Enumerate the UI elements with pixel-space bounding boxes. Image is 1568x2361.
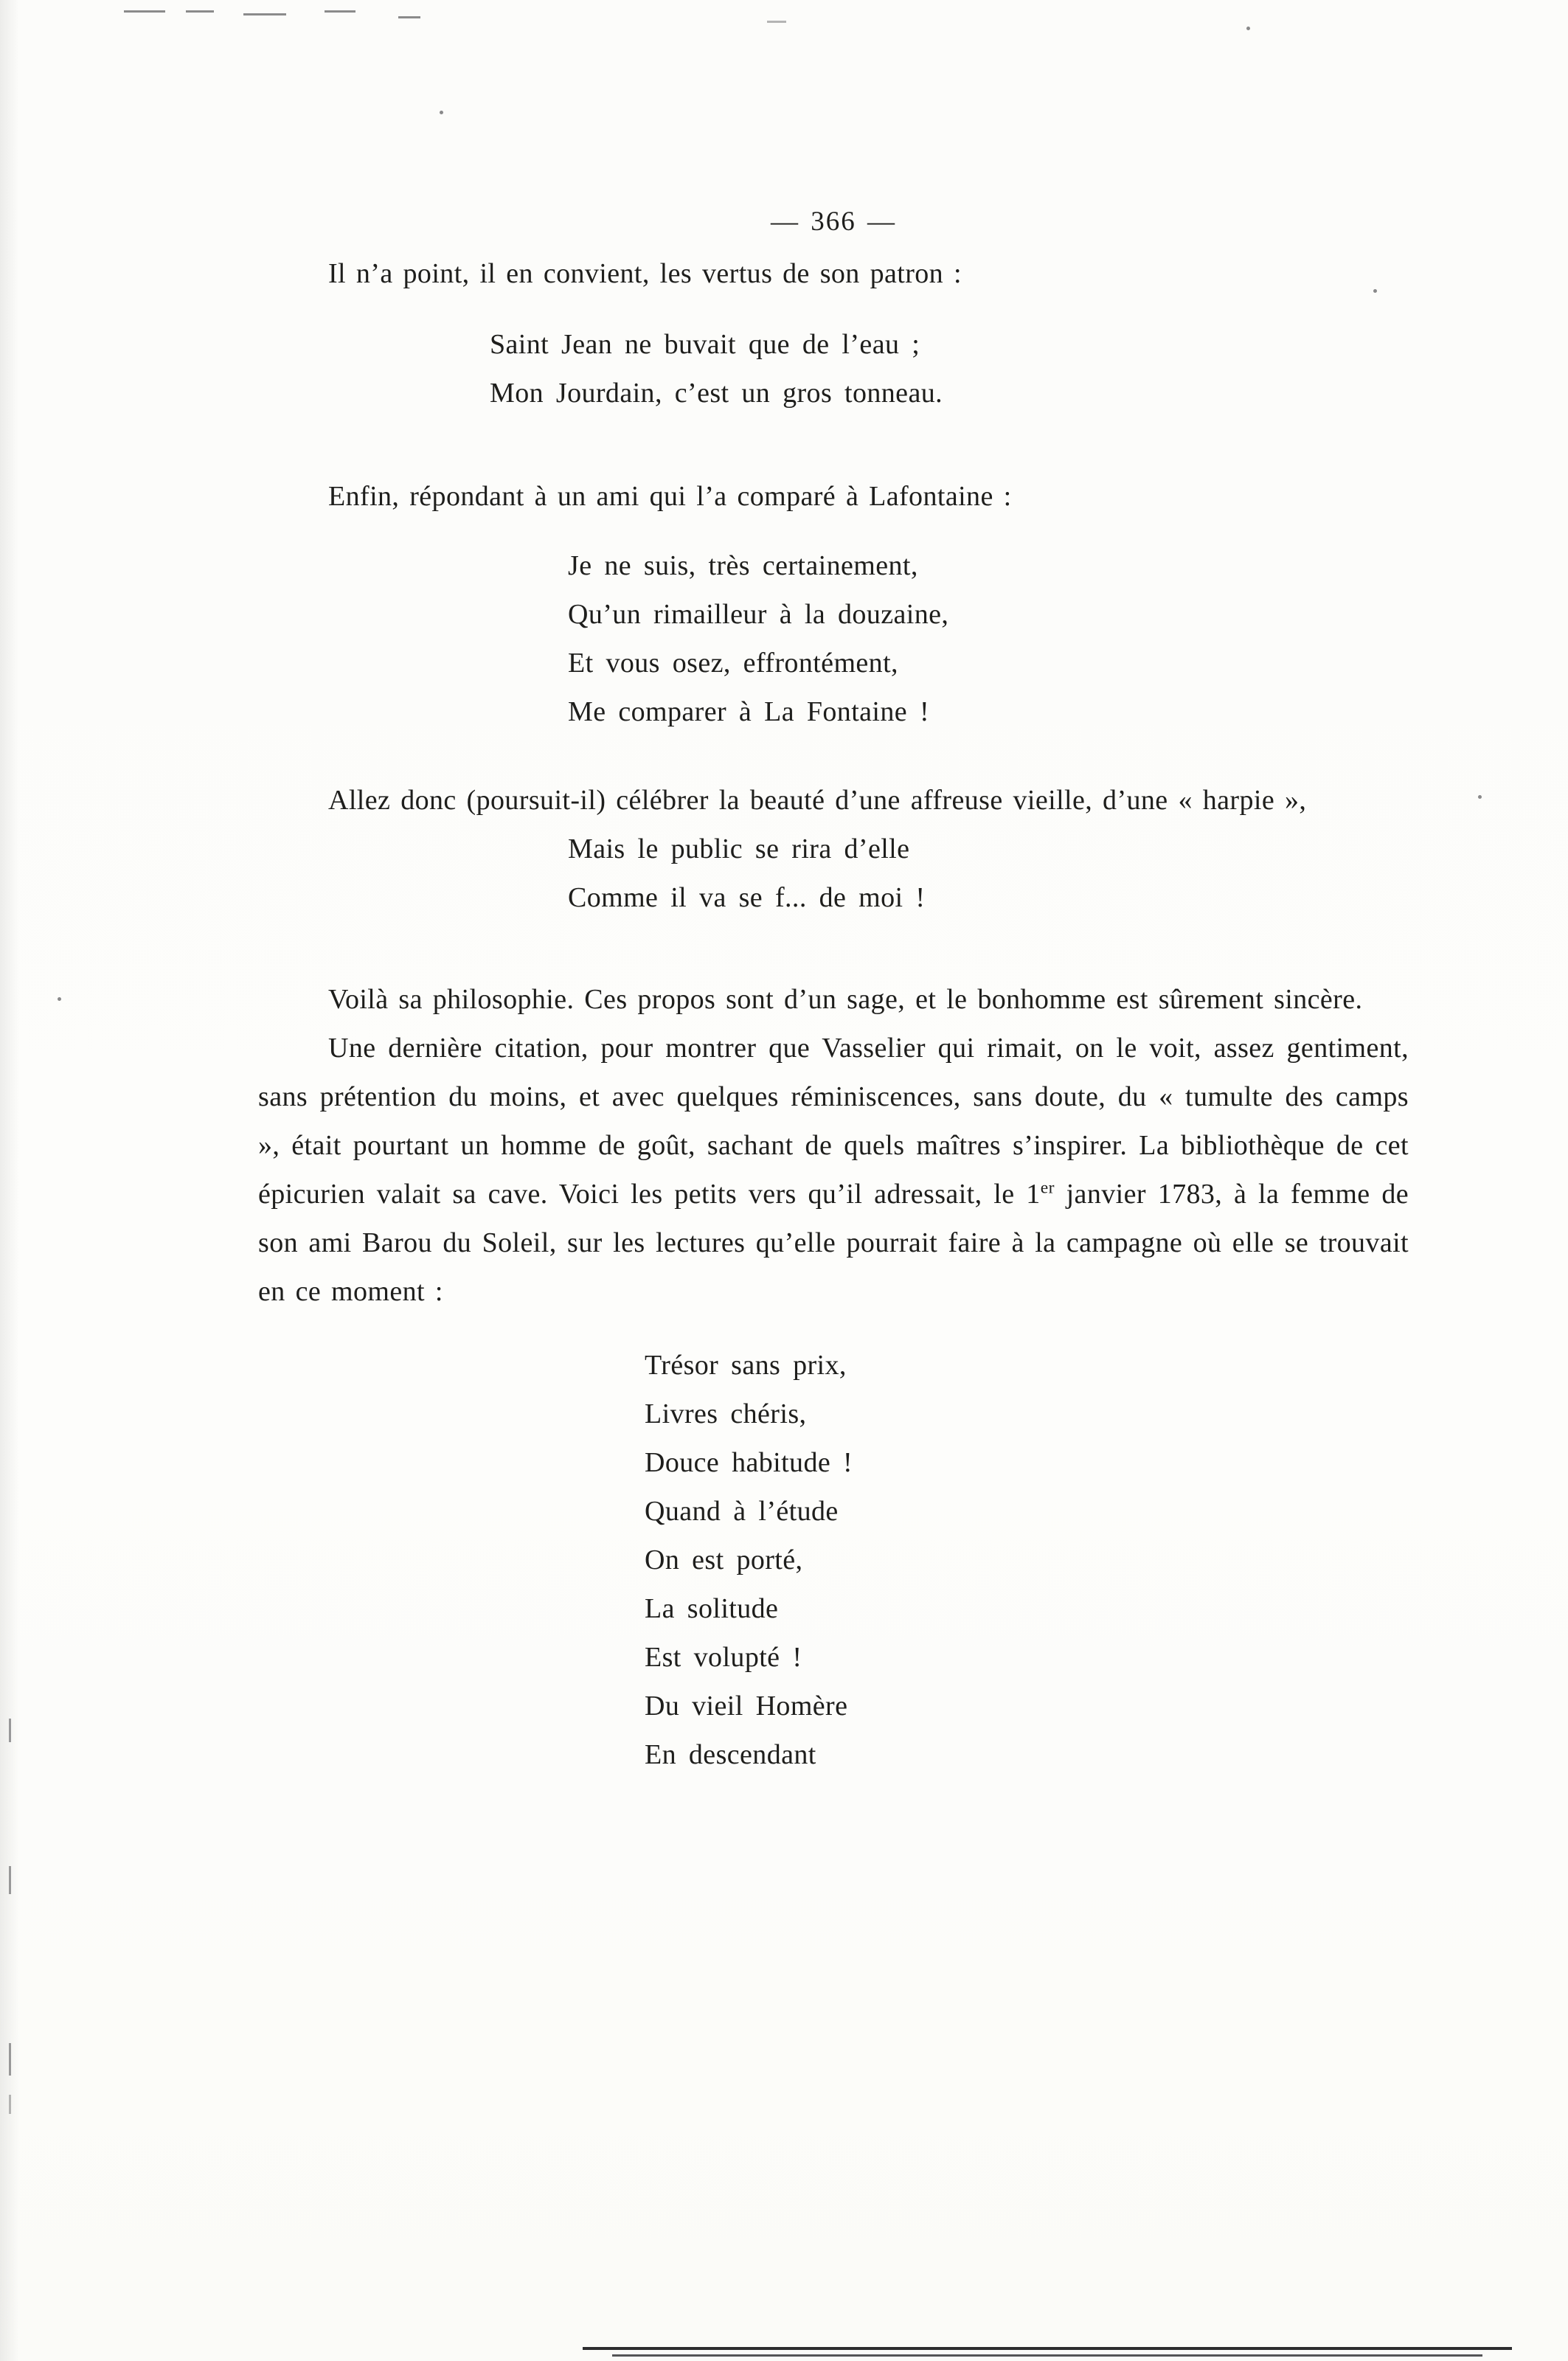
scan-bottom-rule [583,2347,1512,2350]
verse-line: Je ne suis, très certainement, [568,550,918,581]
paragraph-citation [258,1024,1409,1316]
verse-line: Du vieil Homère [645,1691,848,1722]
verse-line: Trésor sans prix, [645,1350,847,1381]
verse-public [568,825,1409,922]
scan-speck [58,997,61,1001]
scan-bottom-rule [612,2354,1482,2357]
verse-la-fontaine [568,541,1409,736]
scan-artifact-dash [398,16,420,18]
verse-line: On est porté, [645,1544,803,1575]
citation-text-before: Une dernière citation, pour montrer que Vasselier qui rimait, on le voit, assez gentiment, sans prétention du moins, et avec quelques réminiscences, sans doute, du « tumulte des camps », était pourtant un homme de goût, sachant de quels maîtres s’inspirer. La bibliothèque de cet épicurien valait sa cave. Voici les petits vers qu’il adressait, le 1 [258,1033,1409,1210]
verse-line: En descendant [645,1739,816,1770]
paragraph-philosophie: Voilà sa philosophie. Ces propos sont d’un sage, et le bonhomme est sûrement sincère. [328,984,1363,1015]
scan-speck [1478,795,1482,799]
verse-line: Et vous osez, effrontément, [568,648,898,679]
scan-artifact-dash [186,10,214,13]
verse-line: Mon Jourdain, c’est un gros tonneau. [490,378,943,409]
paragraph-lafontaine-intro: Enfin, répondant à un ami qui l’a comparé à Lafontaine : [328,481,1012,512]
paragraph-patron: Il n’a point, il en convient, les vertus de son patron : [328,258,962,289]
scan-artifact-dash [243,13,286,15]
scan-artifact-tick [9,2095,11,2114]
verse-line: Saint Jean ne buvait que de l’eau ; [490,329,920,360]
verse-line: La solitude [645,1593,779,1624]
text-block [258,198,1409,1779]
paragraph-harpie: Allez donc (poursuit-il) célébrer la beauté d’une affreuse vieille, d’une « harpie », [328,785,1307,816]
verse-line: Douce habitude ! [645,1447,853,1478]
scan-speck [440,111,443,114]
scan-speck [1246,27,1250,30]
citation-text-after: janvier 1783, à la femme de son ami Barou du Soleil, sur les lectures qu’elle pourrait faire à la campagne où elle se trouvait en ce moment : [258,1179,1409,1307]
verse-line: Comme il va se f... de moi ! [568,882,926,913]
verse-line: Me comparer à La Fontaine ! [568,696,929,727]
scan-artifact-tick [9,1719,11,1742]
scan-artifact-tick [9,2043,11,2076]
scan-artifact-dash [325,10,355,13]
verse-saint-jean [490,320,1409,417]
verse-line: Quand à l’étude [645,1496,839,1527]
verse-tresor [645,1341,1409,1779]
scan-edge-shade [0,0,19,2361]
scan-artifact-dash [767,21,786,23]
ordinal-superscript: er [1040,1178,1055,1198]
verse-line: Livres chéris, [645,1398,807,1429]
scan-artifact-tick [9,1866,11,1894]
scan-artifact-dash [124,10,165,13]
verse-line: Est volupté ! [645,1642,802,1673]
page-number: — 366 — [771,207,896,237]
verse-line: Qu’un rimailleur à la douzaine, [568,599,949,630]
verse-line: Mais le public se rira d’elle [568,833,910,864]
